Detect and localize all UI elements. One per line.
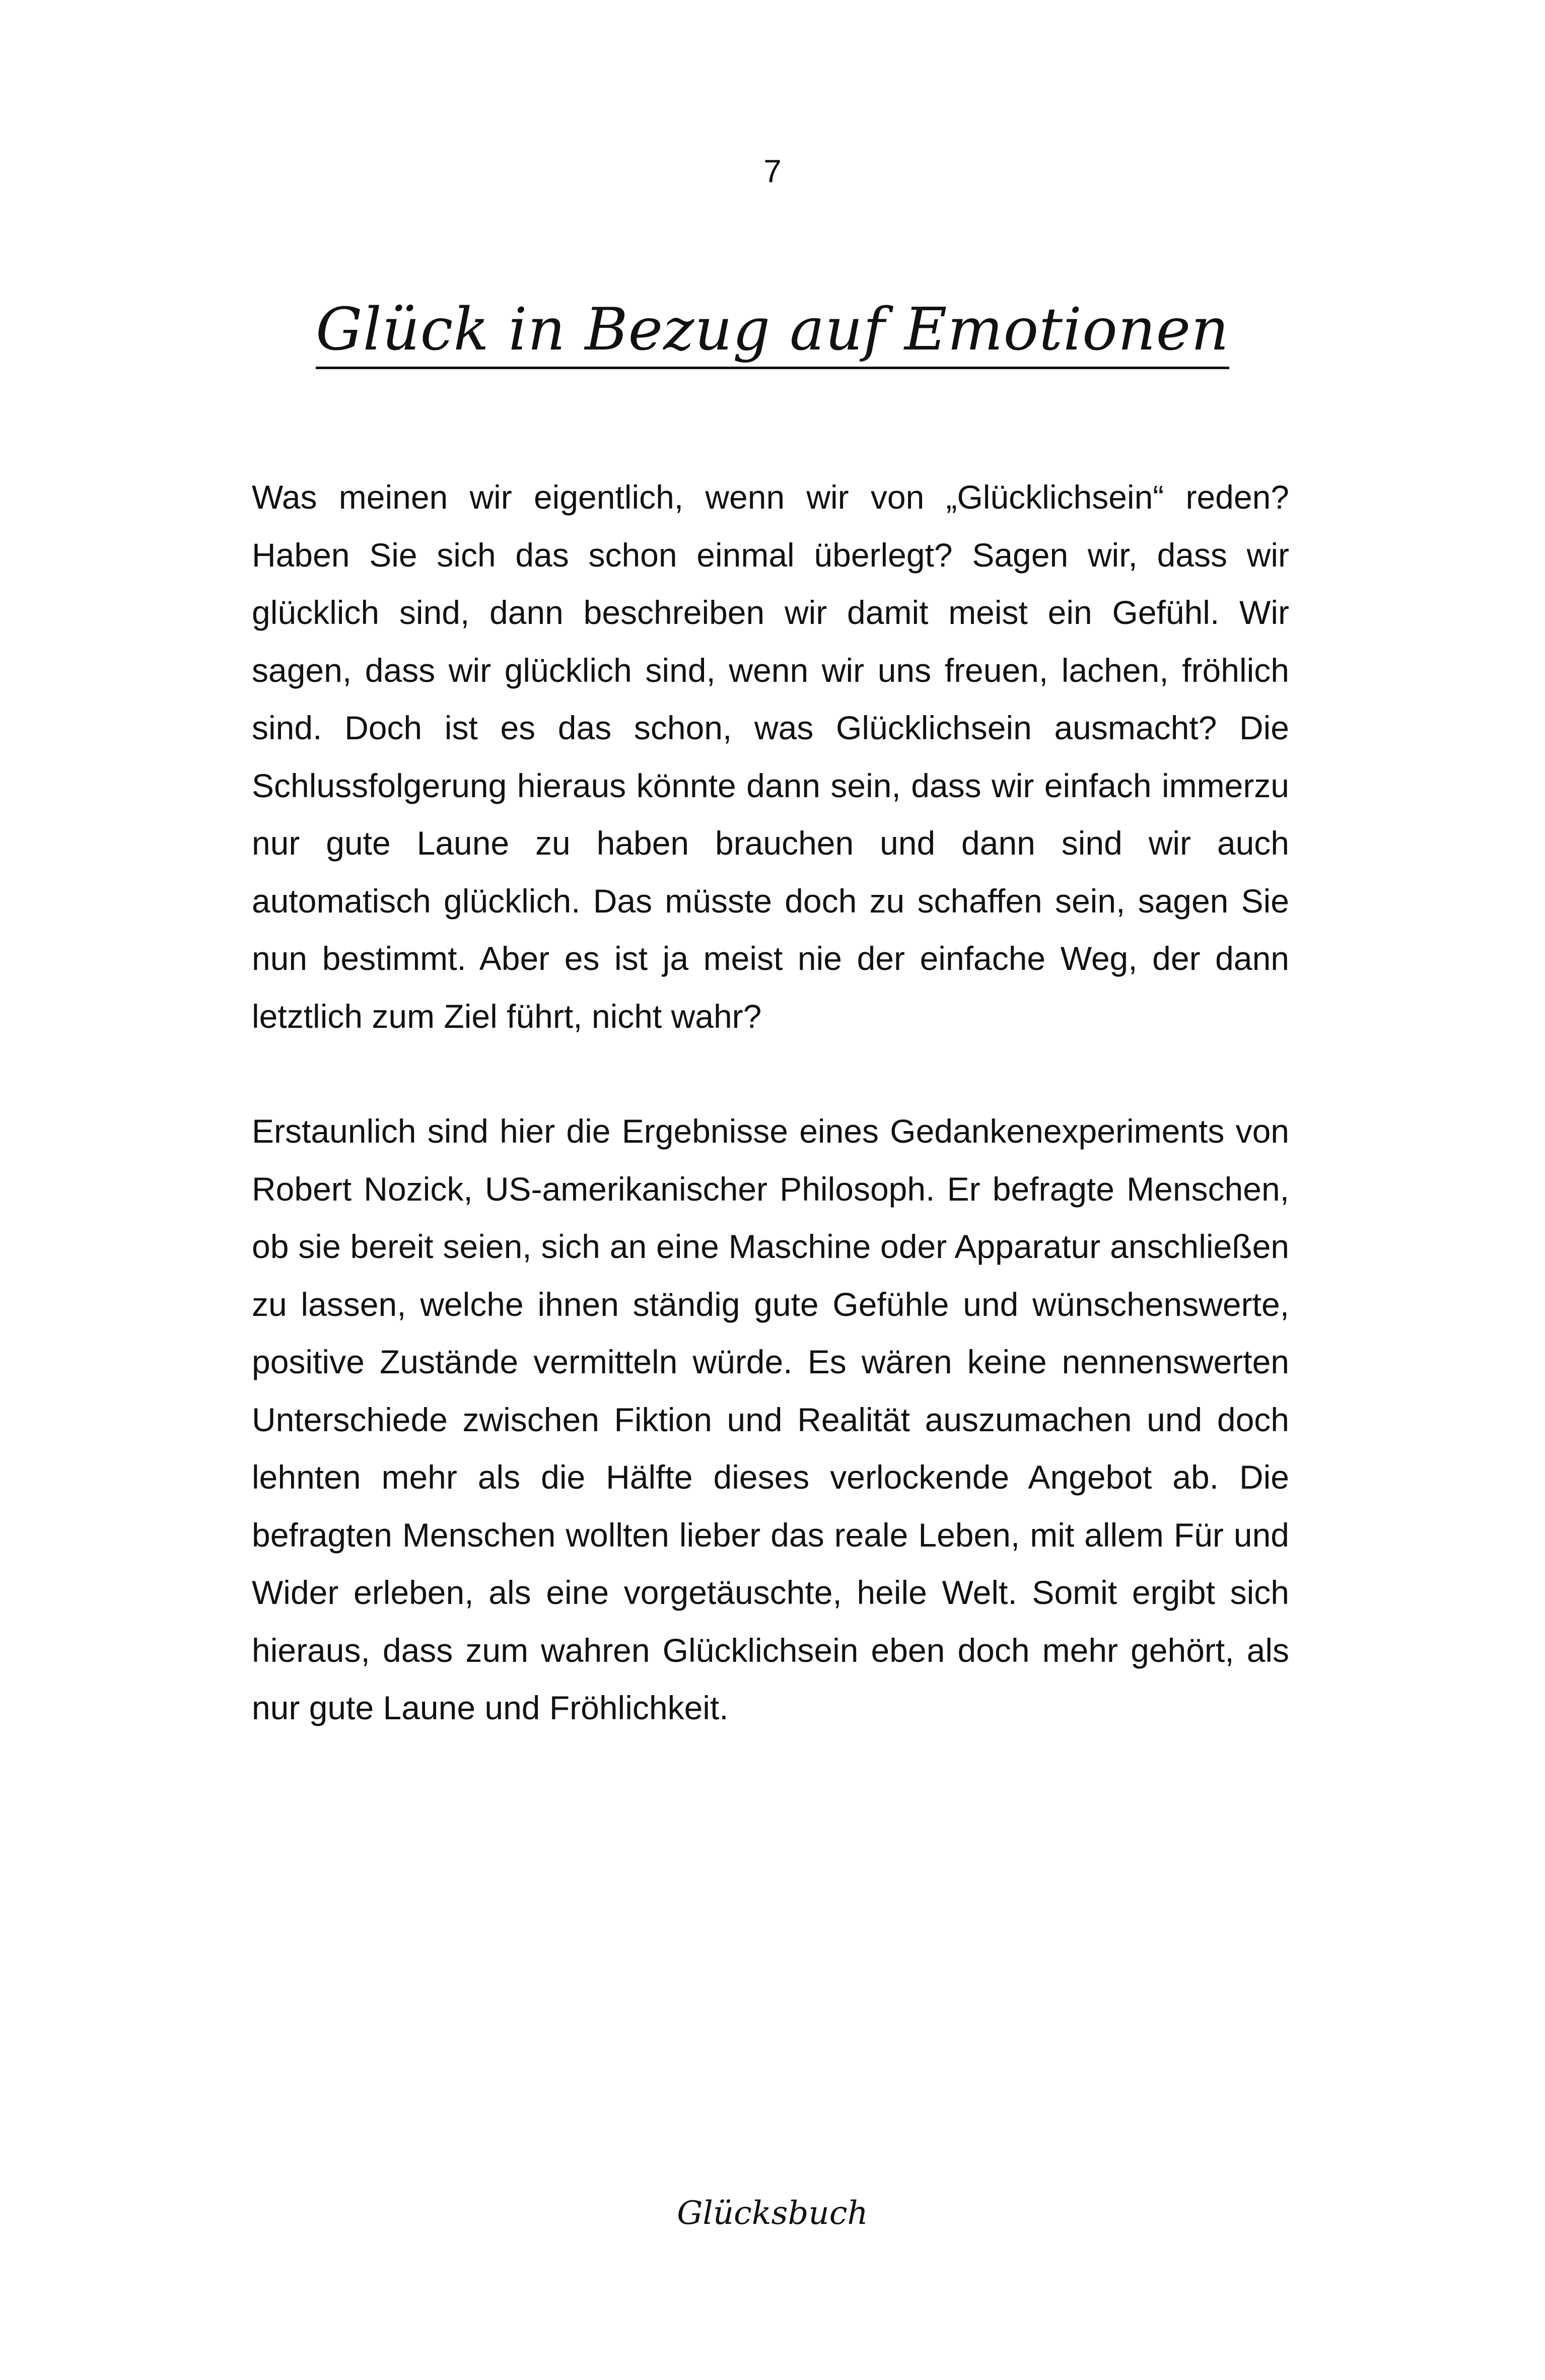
chapter-title	[0, 292, 1545, 368]
book-title-footer: Glücksbuch	[677, 2195, 868, 2232]
paragraph-2: Erstaunlich sind hier die Ergebnisse eines Gedankenexperiments von Robert Nozick, US-amerikanischer Philosoph. Er befragte Menschen, ob sie bereit seien, sich an eine Maschine oder Apparatur anschließen zu lassen, welche ihnen ständig gute Gefühle und wünschenswerte, positive Zustände vermitteln würde. Es wären keine nennenswerten Unterschiede zwischen Fiktion und Realität auszumachen und doch lehnten mehr als die Hälfte dieses verlockende Angebot ab. Die befragten Menschen wollten lieber das reale Leben, mit allem Für und Wider erleben, als eine vorgetäuschte, heile Welt. Somit ergibt sich hieraus, dass zum wahren Glücklichsein eben doch mehr gehört, als nur gute Laune und Fröhlichkeit.	[252, 1112, 1289, 1726]
body-text	[252, 468, 1289, 1794]
page-number: 7	[763, 153, 782, 189]
paragraph-1: Was meinen wir eigentlich, wenn wir von „Glücklichsein“ reden? Haben Sie sich das schon einmal überlegt? Sagen wir, dass wir glücklich sind, dann beschreiben wir damit meist ein Gefühl. Wir sagen, dass wir glücklich sind, wenn wir uns freuen, lachen, fröhlich sind. Doch ist es das schon, was Glücklichsein ausmacht? Die Schlussfolgerung hieraus könnte dann sein, dass wir einfach immerzu nur gute Laune zu haben brauchen und dann sind wir auch automatisch glücklich. Das müsste doch zu schaffen sein, sagen Sie nun bestimmt. Aber es ist ja meist nie der einfache Weg, der dann letztlich zum Ziel führt, nicht wahr?	[252, 478, 1289, 1035]
chapter-title-text: Glück in Bezug auf Emotionen	[316, 296, 1229, 369]
